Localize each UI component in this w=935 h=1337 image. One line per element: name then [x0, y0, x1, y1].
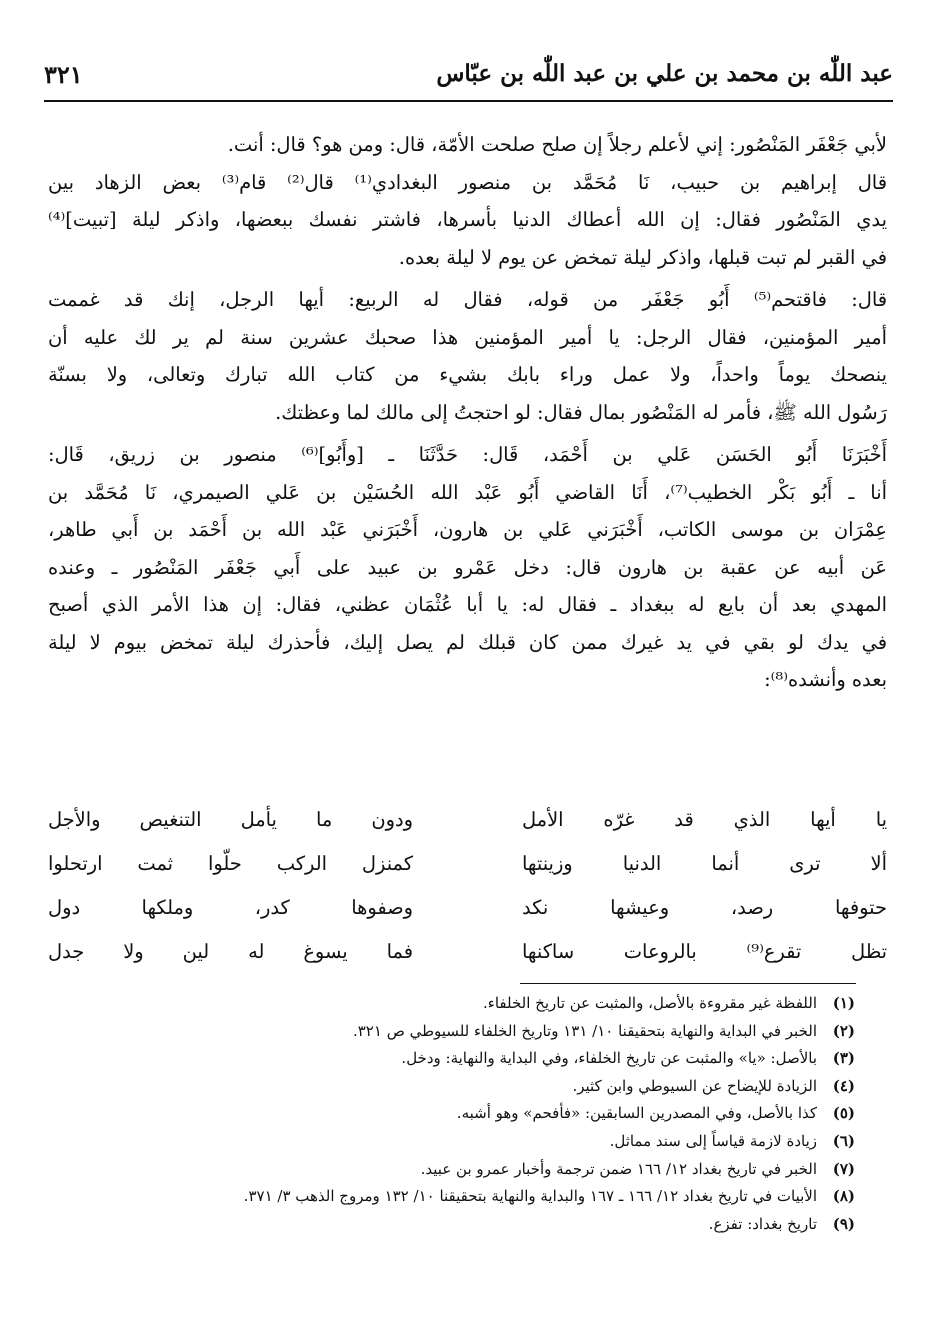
footnote-divider: [520, 983, 856, 984]
footnote-text: كذا بالأصل، وفي المصدرين السابقين: «فأفحم» وهو أشبه.: [456, 1104, 817, 1123]
page-header: [44, 52, 893, 102]
footnote: [60, 1073, 855, 1101]
footnote-number: (٦): [832, 1131, 855, 1150]
body-text: [48, 126, 887, 699]
footnote: [60, 1045, 855, 1073]
text-line: لأبي جَعْفَر المَنْصُور: إني لأعلم رجلاً إن صلح صلحت الأمّة، قال: ومن هو؟ قال: أنت.: [227, 133, 887, 156]
footnote: [60, 1211, 855, 1239]
text-line: في القبر لم تبت قبلها، واذكر ليلة تمخض عن يوم لا ليلة بعده.: [398, 245, 887, 269]
footnote-number: (٨): [832, 1187, 855, 1206]
poem: [48, 798, 887, 974]
footnote-number: (٣): [832, 1049, 855, 1068]
poem-first-hemistich: تظل تقرع⁽⁹⁾ بالروعات ساكنها: [522, 940, 887, 963]
text-line: أمير المؤمنين، فقال الرجل: يا أمير المؤمنين هذا صحبك عشرين سنة لم ير لك عليه أن: [48, 325, 887, 349]
poem-second-hemistich: ودون ما يأمل التنغيص والأجل: [48, 808, 413, 831]
poem-verse: [48, 842, 887, 886]
poem-verse: [48, 798, 887, 842]
footnote-text: الخبر في تاريخ بغداد ١٢/ ١٦٦ ضمن ترجمة وأخبار عمرو بن عبيد.: [420, 1159, 817, 1178]
poem-first-hemistich: يا أيها الذي قد غرّه الأمل: [522, 808, 887, 831]
footnote-text: الخبر في البداية والنهاية بتحقيقنا ١٠/ ١٣١ وتاريخ الخلفاء للسيوطي ص ٣٢١.: [352, 1021, 817, 1040]
footnote-number: (١): [832, 994, 855, 1012]
footnote: [60, 1183, 855, 1211]
footnote: [60, 1128, 855, 1156]
poem-first-hemistich: ألا ترى أنما الدنيا وزينتها: [522, 852, 887, 875]
running-head: عبد اللّٰه بن محمد بن علي بن عبد اللّٰه بن عبّاس: [436, 60, 893, 87]
footnote-text: زيادة لازمة قياساً إلى سند مماثل.: [609, 1131, 817, 1150]
text-line: عِمْرَان بن موسى الكاتب، أَخْبَرَني عَلي بن هارون، أَخْبَرَني عَبْد الله بن أَحْمَد بن أَبي طاهر،: [48, 518, 887, 541]
footnote-text: اللفظة غير مقروءة بالأصل، والمثبت عن تاريخ الخلفاء.: [483, 994, 817, 1012]
footnote-text: بالأصل: «يا» والمثبت عن تاريخ الخلفاء، وفي البداية والنهاية: ودخل.: [401, 1049, 817, 1068]
poem-first-hemistich: حتوفها رصد، وعيشها نكد: [522, 896, 887, 919]
footnote-number: (٥): [832, 1104, 855, 1123]
text-line: بعده وأنشده⁽⁸⁾:: [764, 668, 887, 691]
footnote: [60, 1100, 855, 1128]
footnote: [60, 1018, 855, 1046]
text-line: في يدك لو بقي في يد غيرك ممن كان قبلك لم يصل إليك، فأحذرك ليلة تمخض بيوم لا ليلة: [48, 630, 887, 654]
text-line: رَسُول الله ﷺ، فأمر له المَنْصُور بمال فقال: لو احتجتُ إلى مالك لما وعظتك.: [275, 400, 887, 424]
poem-verse: [48, 886, 887, 930]
text-line: عَن أبيه عن عقبة بن هارون قال: دخل عَمْرو بن عبيد على أَبي جَعْفَر المَنْصُور ـ وعنده: [48, 555, 887, 579]
text-line: ينصحك يوماً واحداً، ولا عمل وراء بابك بشيء من كتاب الله تبارك وتعالى، ولا بسنّة: [48, 363, 887, 386]
footnote: [60, 1156, 855, 1184]
footnote-text: تاريخ بغداد: تفزع.: [708, 1214, 817, 1233]
text-line: قال: فاقتحم⁽⁵⁾ أَبُو جَعْفَر من قوله، فقال له الربيع: أيها الرجل، إنك قد غممت: [48, 288, 888, 311]
footnote-number: (٩): [832, 1214, 855, 1233]
footnote-number: (٤): [832, 1076, 855, 1095]
text-line: يدي المَنْصُور فقال: إن الله أعطاك الدنيا بأسرها، فاشتر نفسك ببعضها، واذكر ليلة [تبيت]⁽⁴⁾: [48, 208, 887, 231]
footnotes: [60, 990, 855, 1238]
footnote-number: (٢): [832, 1021, 855, 1040]
text-line: أنا ـ أَبُو بَكْر الخطيب⁽⁷⁾، أَنَا القاضي أَبُو عَبْد الله الحُسَيْن بن عَلي الصيمري، نَا مُحَمَّد بن: [48, 480, 887, 504]
poem-second-hemistich: كمنزل الركب حلّوا ثمت ارتحلوا: [48, 852, 413, 875]
poem-second-hemistich: فما يسوغ له لين ولا جدل: [48, 940, 413, 963]
text-line: قال إبراهيم بن حبيب، نَا مُحَمَّد بن منصور البغدادي⁽¹⁾ قال⁽²⁾ قام⁽³⁾ بعض الزهاد بين: [48, 170, 887, 194]
footnote-number: (٧): [832, 1159, 855, 1178]
text-line: أَخْبَرَنَا أَبُو الحَسَن عَلي بن أَحْمَد، قَال: حَدَّثَنَا ـ [وأَبُو]⁽⁶⁾ منصور بن زريق، قَال:: [48, 443, 887, 466]
poem-second-hemistich: وصفوها كدر، وملكها دول: [48, 896, 413, 919]
footnote-text: الزيادة للإيضاح عن السيوطي وابن كثير.: [572, 1076, 817, 1095]
footnote-text: الأبيات في تاريخ بغداد ١٢/ ١٦٦ ـ ١٦٧ والبداية والنهاية بتحقيقنا ١٠/ ١٣٢ ومروج الذهب ٣/ ٣٧١.: [243, 1187, 817, 1206]
text-line: المهدي بعد أن بايع له ببغداد ـ فقال له: يا أبا عُثْمَان عظني، فقال: إن هذا الأمر الذي أصبح: [48, 593, 887, 616]
footnote: [60, 990, 855, 1018]
poem-verse: [48, 930, 887, 974]
page-number: ٣٢١: [44, 60, 83, 89]
